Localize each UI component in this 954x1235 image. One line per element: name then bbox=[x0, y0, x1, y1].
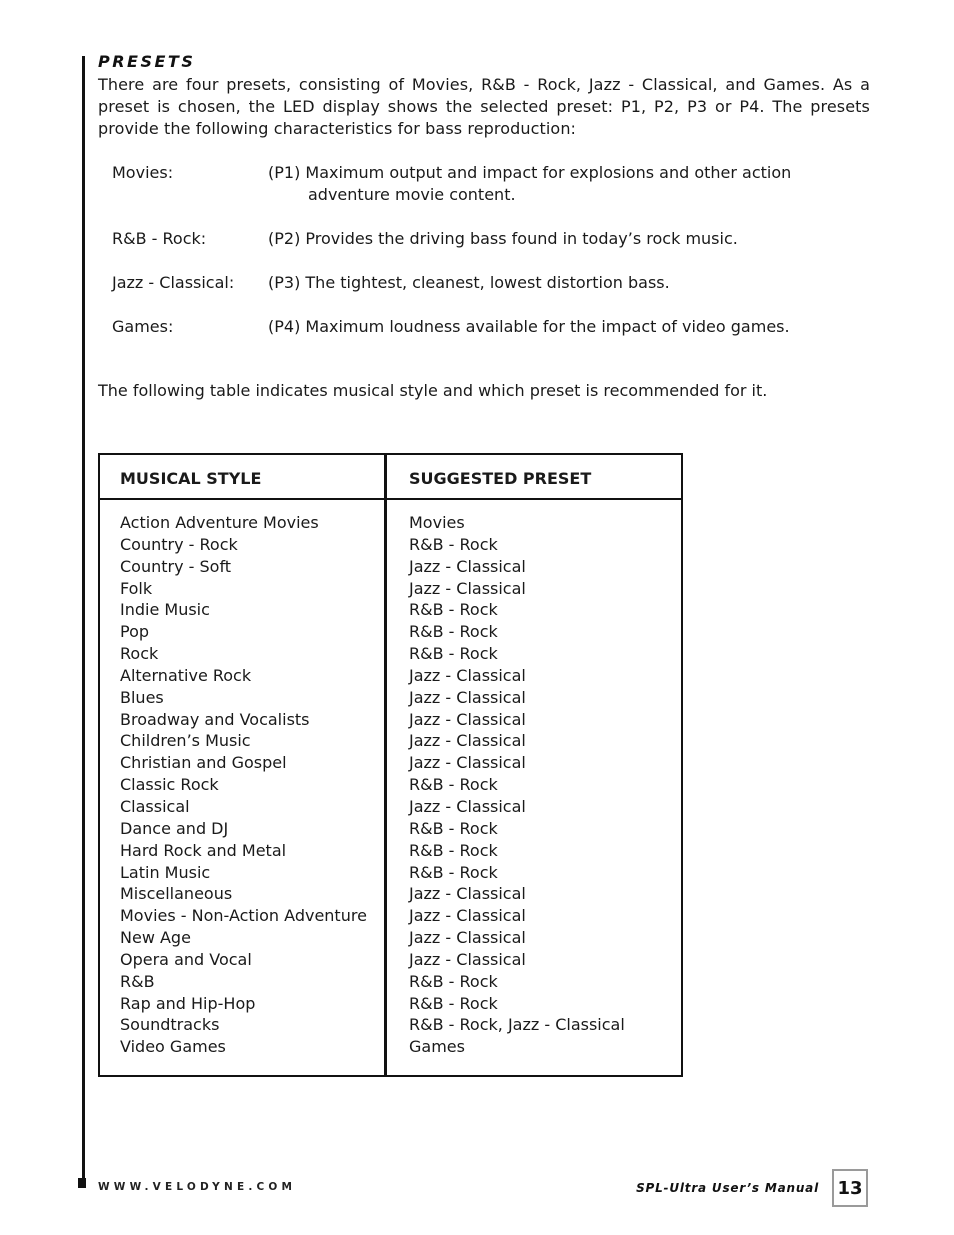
table-cell-suggested-preset: Jazz - Classical bbox=[409, 731, 526, 751]
preset-table bbox=[98, 453, 683, 1077]
preset-item bbox=[112, 162, 832, 206]
table-cell-musical-style: Children’s Music bbox=[120, 731, 251, 751]
table-cell-musical-style: Latin Music bbox=[120, 862, 211, 882]
footer-url: WWW.VELODYNE.COM bbox=[98, 1181, 297, 1193]
table-cell-suggested-preset: R&B - Rock bbox=[409, 971, 498, 991]
table-cell-musical-style: Video Games bbox=[120, 1037, 226, 1057]
table-cell-suggested-preset: Jazz - Classical bbox=[409, 796, 526, 816]
table-cell-musical-style: Classic Rock bbox=[120, 775, 219, 795]
preset-item bbox=[112, 272, 832, 294]
table-cell-suggested-preset: Jazz - Classical bbox=[409, 753, 526, 773]
left-margin-rule bbox=[82, 56, 85, 1178]
table-cell-musical-style: Movies - Non-Action Adventure bbox=[120, 906, 367, 926]
table-cell-musical-style: Indie Music bbox=[120, 600, 210, 620]
table-cell-musical-style: Action Adventure Movies bbox=[120, 513, 319, 532]
table-cell-suggested-preset: R&B - Rock bbox=[409, 862, 498, 882]
table-cell-suggested-preset: Jazz - Classical bbox=[409, 556, 526, 576]
table-cell-suggested-preset: R&B - Rock, Jazz - Classical bbox=[409, 1015, 625, 1035]
table-cell-musical-style: Rap and Hip-Hop bbox=[120, 993, 256, 1013]
preset-item bbox=[112, 316, 832, 338]
table-cell-musical-style: Folk bbox=[120, 578, 153, 598]
section-title: PRESETS bbox=[98, 52, 196, 71]
left-margin-rule-end bbox=[78, 1178, 86, 1188]
table-cell-suggested-preset: Jazz - Classical bbox=[409, 906, 526, 926]
preset-name: Games: bbox=[112, 317, 174, 336]
table-cell-musical-style: Hard Rock and Metal bbox=[120, 840, 287, 860]
table-cell-musical-style: Country - Rock bbox=[120, 534, 238, 554]
table-cell-suggested-preset: Jazz - Classical bbox=[409, 578, 526, 598]
preset-name: R&B - Rock: bbox=[112, 229, 207, 248]
table-intro: The following table indicates musical style and which preset is recommended for it. bbox=[98, 381, 768, 400]
table-cell-musical-style: Broadway and Vocalists bbox=[120, 709, 310, 729]
table-cell-musical-style: New Age bbox=[120, 928, 191, 948]
table-cell-musical-style: Classical bbox=[120, 796, 190, 816]
preset-description: (P1) Maximum output and impact for explosions and other action adventure movie content. bbox=[268, 163, 792, 204]
footer-manual-title: SPL-Ultra User’s Manual bbox=[636, 1181, 819, 1195]
table-cell-musical-style: Opera and Vocal bbox=[120, 949, 252, 969]
preset-name: Jazz - Classical: bbox=[112, 273, 235, 292]
table-cell-suggested-preset: Movies bbox=[409, 513, 465, 532]
header-musical-style: MUSICAL STYLE bbox=[120, 469, 262, 488]
table-cell-suggested-preset: R&B - Rock bbox=[409, 622, 498, 642]
table-cell-suggested-preset: Jazz - Classical bbox=[409, 928, 526, 948]
table-cell-suggested-preset: R&B - Rock bbox=[409, 775, 498, 795]
intro-paragraph: There are four presets, consisting of Movies, R&B - Rock, Jazz - Classical, and Games. As a preset is chosen, the LED display shows the selected preset: P1, P2, P3 or P4. The presets provide the following characteristics for bass reproduction: bbox=[98, 75, 870, 138]
page-number: 13 bbox=[832, 1169, 868, 1207]
table-cell-musical-style: Dance and DJ bbox=[120, 818, 229, 838]
table-cell-suggested-preset: R&B - Rock bbox=[409, 993, 498, 1013]
table-cell-suggested-preset: Jazz - Classical bbox=[409, 665, 526, 685]
table-cell-musical-style: Christian and Gospel bbox=[120, 753, 287, 773]
table-cell-musical-style: Country - Soft bbox=[120, 556, 232, 576]
table-cell-musical-style: Pop bbox=[120, 622, 150, 642]
table-cell-suggested-preset: Jazz - Classical bbox=[409, 687, 526, 707]
table-cell-suggested-preset: Jazz - Classical bbox=[409, 949, 526, 969]
musical-style-column bbox=[120, 512, 367, 1058]
preset-description: (P4) Maximum loudness available for the impact of video games. bbox=[268, 317, 790, 336]
table-cell-suggested-preset: Jazz - Classical bbox=[409, 709, 526, 729]
header-divider bbox=[100, 498, 681, 500]
suggested-preset-column bbox=[409, 512, 625, 1058]
table-cell-suggested-preset: Games bbox=[409, 1037, 465, 1057]
table-cell-musical-style: R&B bbox=[120, 971, 155, 991]
preset-list bbox=[112, 162, 832, 360]
table-cell-musical-style: Alternative Rock bbox=[120, 665, 252, 685]
header-suggested-preset: SUGGESTED PRESET bbox=[409, 469, 592, 488]
table-cell-suggested-preset: Jazz - Classical bbox=[409, 884, 526, 904]
table-cell-musical-style: Soundtracks bbox=[120, 1015, 220, 1035]
preset-name: Movies: bbox=[112, 163, 174, 182]
table-cell-musical-style: Blues bbox=[120, 687, 164, 707]
table-cell-suggested-preset: R&B - Rock bbox=[409, 600, 498, 620]
table-cell-musical-style: Rock bbox=[120, 644, 159, 664]
table-cell-musical-style: Miscellaneous bbox=[120, 884, 233, 904]
table-cell-suggested-preset: R&B - Rock bbox=[409, 818, 498, 838]
preset-description: (P2) Provides the driving bass found in today’s rock music. bbox=[268, 229, 738, 248]
preset-item bbox=[112, 228, 832, 250]
preset-description: (P3) The tightest, cleanest, lowest distortion bass. bbox=[268, 273, 670, 292]
column-divider bbox=[384, 455, 387, 1075]
table-cell-suggested-preset: R&B - Rock bbox=[409, 644, 498, 664]
table-cell-suggested-preset: R&B - Rock bbox=[409, 840, 498, 860]
table-cell-suggested-preset: R&B - Rock bbox=[409, 534, 498, 554]
